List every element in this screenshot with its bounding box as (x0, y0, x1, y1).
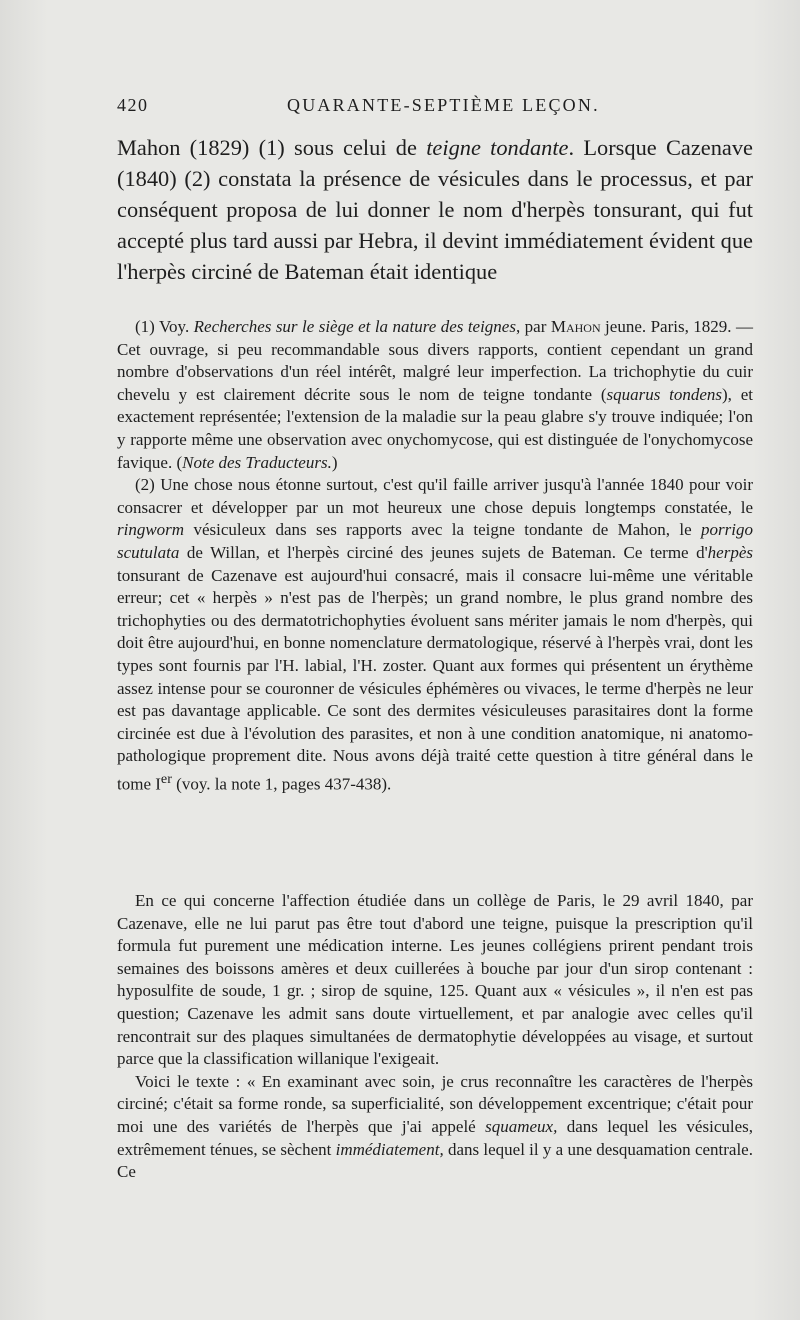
italic-run: Note des Traducteurs. (182, 452, 332, 472)
italic-run: Recherches sur le siège et la nature des teignes (193, 317, 516, 336)
page-number: 420 (117, 95, 149, 115)
text-run: (2) Une chose nous étonne surtout, c'est qu'il faille arriver jusqu'à l'année 1840 pour voir consacrer et développer par un mot heureux une chose depuis longtemps constatée, le (117, 475, 753, 517)
main-text (117, 132, 753, 287)
footnote-2 (117, 474, 753, 796)
text-run: , par (515, 317, 551, 336)
main-paragraph (117, 132, 753, 287)
italic-run: immédiatement, (335, 1139, 444, 1159)
author-name: Mahon (550, 317, 601, 336)
text-run: ) (331, 452, 338, 472)
text-run: . Lorsque Cazenave (1840) (2) constata la présence de vésicules dans le processus, et par conséquent proposa de lui donner le nom d'herpès tonsurant, qui fut accepté plus tard aussi par Hebra, il devint immédiatement évident que l'herpès circiné de Bateman était identique (117, 135, 753, 284)
superscript: er (160, 770, 172, 787)
continuation-text (117, 890, 753, 1184)
footnotes (117, 316, 753, 796)
text-run: ), et exactement représentée; l'extension de la maladie sur la peau glabre s'y trouve indiquée; l'on y rapporte même une observation avec onychomycose, qui est distinguée de l'onychomycose favique. ( (117, 384, 753, 472)
italic-run: porrigo scutulata (117, 520, 753, 562)
text-run: de Willan, et l'herpès circiné des jeunes sujets de Bateman. Ce terme d' (179, 542, 708, 562)
paragraph-voici (117, 1071, 753, 1184)
italic-run: ringworm (117, 520, 185, 540)
text-run: dans lequel il y a une desquamation centrale. Ce (117, 1139, 753, 1182)
italic-run: squarus tondens (606, 384, 723, 404)
text-run: tonsurant de Cazenave est aujourd'hui consacré, mais il consacre lui-même une véritable erreur; cet « herpès » n'est pas de l'herpès; un grand nombre, le plus grand nombre des trichophyties ou des dermatotrichophyties évoluent sans mériter jamais le nom d'herpès, qui doit être aujourd'hui, en bonne nomenclature dermatologique, réservé à l'herpès vrai, dont les types sont fournis par l'H. labial, l'H. zoster. Quant aux formes qui présentent un érythème assez intense pour se couronner de vésicules éphémères ou vivaces, le terme d'herpès ne leur est pas davantage applicable. Ce sont des dermites vésiculeuses parasitaires dont la forme circinée est due à l'évolution des parasites, et non à une condition anatomique, ni anatomo-pathologique proprement dite. Nous avons déjà traité cette question à titre général dans le tome I (117, 565, 753, 794)
text-run: Mahon (1829) (1) sous celui de (117, 135, 427, 160)
italic-run: squameux, (485, 1116, 558, 1136)
italic-run: teigne tondante (426, 135, 569, 160)
text-run: dans lequel les vésicules, extrêmement ténues, se sèchent (117, 1116, 753, 1159)
footnote-1 (117, 316, 753, 474)
page-header (117, 95, 753, 121)
text-run: (voy. la note 1, pages 437-438). (171, 774, 392, 794)
italic-run: herpès (707, 542, 753, 562)
running-title: QUARANTE-SEPTIÈME LEÇON. (287, 95, 600, 115)
text-run: (1) Voy. (135, 317, 194, 336)
paragraph-college: En ce qui concerne l'affection étudiée dans un collège de Paris, le 29 avril 1840, par Cazenave, elle ne lui parut pas être tout d'abord une teigne, puisque la prescription qu'il formula fut purement une médication interne. Les jeunes collégiens prirent pendant trois semaines des boissons amères et deux cuillerées à bouche par jour d'un sirop contenant : hyposulfite de soude, 1 gr. ; sirop de squine, 125. Quant aux « vésicules », il n'en est pas question; Cazenave les admit sans doute virtuellement, et par analogie avec celles qu'il rencontrait sur des plaques simultanées de dermatophytie développées au visage, et surtout parce que la classification willanique l'exigeait. (117, 891, 753, 1069)
text-run: jeune. Paris, 1829. — Cet ouvrage, si peu recommandable sous divers rapports, contient cependant un grand nombre d'observations d'un réel intérêt, malgré leur imperfection. La trichophytie du cuir chevelu y est clairement décrite sous le nom de teigne tondante ( (117, 317, 753, 404)
text-run: vésiculeux dans ses rapports avec la teigne tondante de Mahon, le (184, 520, 702, 540)
text-run: Voici le texte : « En examinant avec soin, je crus reconnaître les caractères de l'herpès circiné; c'était sa forme ronde, sa superficialité, son développement excentrique; c'était pour moi une des variétés de l'herpès que j'ai appelé (117, 1071, 753, 1136)
